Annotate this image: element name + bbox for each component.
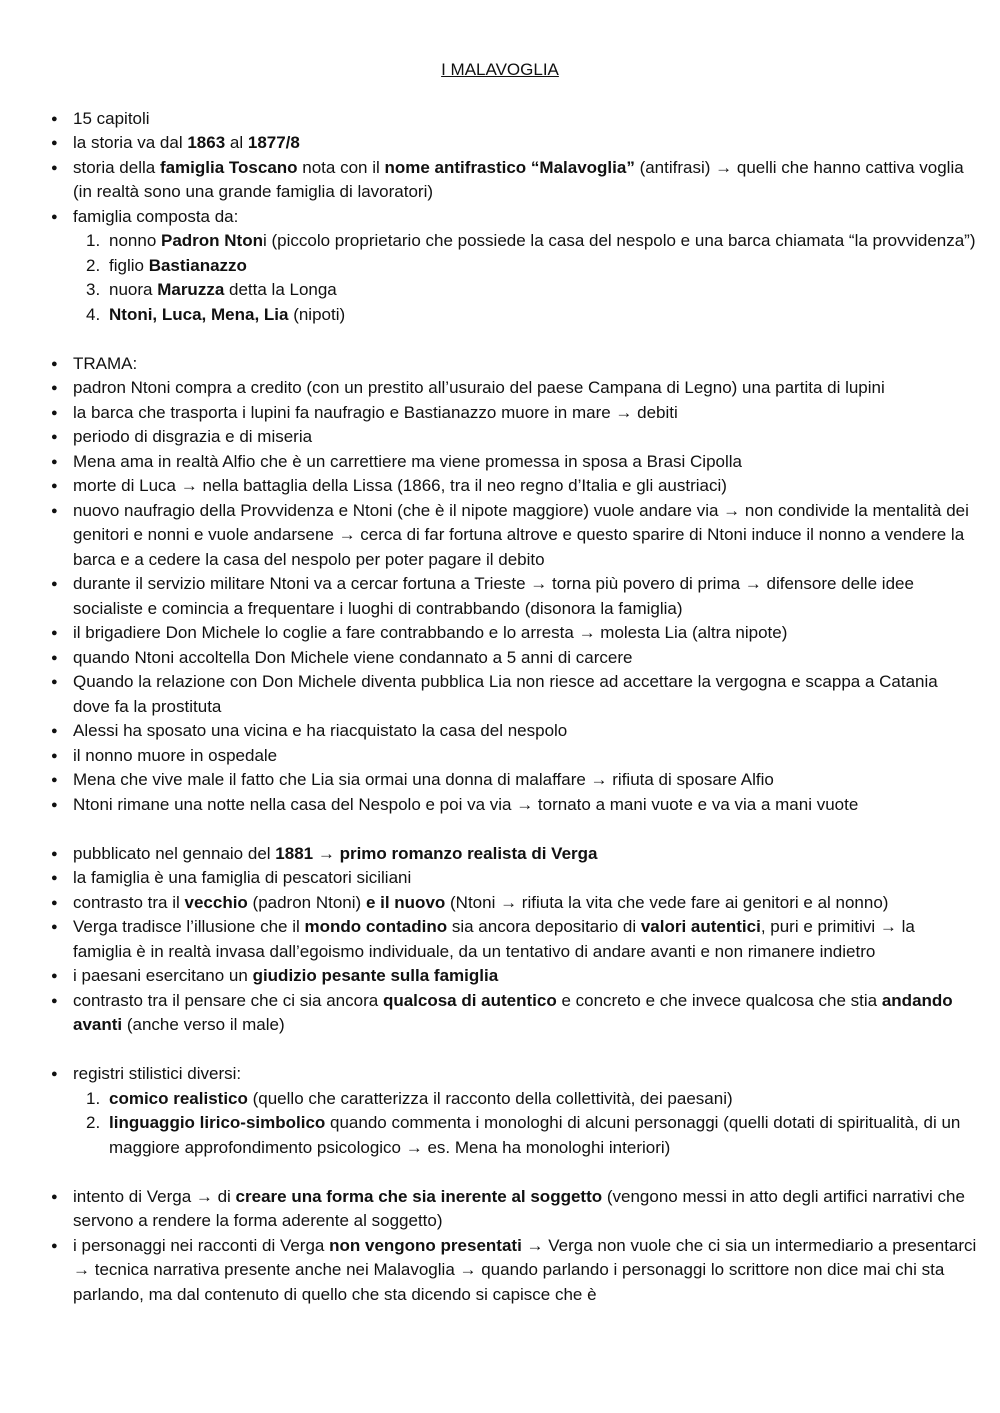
list-item: ● contrasto tra il vecchio (padron Ntoni) e il nuovo (Ntoni → rifiuta la vita che vede fare ai genitori e al nonno) <box>73 891 978 916</box>
list-item: ● i paesani esercitano un giudizio pesante sulla famiglia <box>73 964 978 989</box>
list-item: ● Mena ama in realtà Alfio che è un carrettiere ma viene promessa in sposa a Brasi Cipolla <box>73 450 978 475</box>
list-item: ● registri stilistici diversi: 1. comico realistico (quello che caratterizza il racconto della collettività, dei paesani) 2. linguaggio lirico-simbolico quando commenta i monologhi di alcuni personaggi (quelli dotati di spiritualità, di un maggiore approfondimento psicologico → es. Mena ha monologhi interiori) <box>73 1062 978 1160</box>
list-item: ● 15 capitoli <box>73 107 978 132</box>
list-item: ● durante il servizio militare Ntoni va a cercar fortuna a Trieste → torna più povero di prima → difensore delle idee socialiste e comincia a frequentare i luoghi di contrabbando (disonora la famiglia) <box>73 572 978 621</box>
list-item: ● Ntoni rimane una notte nella casa del Nespolo e poi va via → tornato a mani vuote e va via a mani vuote <box>73 793 978 818</box>
list-item: ● il brigadiere Don Michele lo coglie a fare contrabbando e lo arresta → molesta Lia (altra nipote) <box>73 621 978 646</box>
style-list <box>73 1062 978 1160</box>
list-item: ● Quando la relazione con Don Michele diventa pubblica Lia non riesce ad accettare la vergogna e scappa a Catania dove fa la prostituta <box>73 670 978 719</box>
list-item: ● la barca che trasporta i lupini fa naufragio e Bastianazzo muore in mare → debiti <box>73 401 978 426</box>
list-item: ● quando Ntoni accoltella Don Michele viene condannato a 5 anni di carcere <box>73 646 978 671</box>
numbered-item: 2. linguaggio lirico-simbolico quando commenta i monologhi di alcuni personaggi (quelli dotati di spiritualità, di un maggiore approfondimento psicologico → es. Mena ha monologhi interiori) <box>86 1113 961 1157</box>
numbered-item: 2. figlio Bastianazzo <box>86 255 247 275</box>
list-item: ● Verga tradisce l’illusione che il mondo contadino sia ancora depositario di valori autentici, puri e primitivi → la famiglia è in realtà invasa dall’egoismo individuale, da un tentativo di andare avanti e non rimanere indietro <box>73 915 978 964</box>
technique-list <box>73 1185 978 1308</box>
list-item: ● padron Ntoni compra a credito (con un prestito all’usuraio del paese Campana di Legno) una partita di lupini <box>73 376 978 401</box>
numbered-item: 4. Ntoni, Luca, Mena, Lia (nipoti) <box>86 304 346 324</box>
intro-list <box>73 107 978 328</box>
list-item: ● il nonno muore in ospedale <box>73 744 978 769</box>
numbered-item: 3. nuora Maruzza detta la Longa <box>86 280 337 299</box>
plot-list <box>73 352 978 818</box>
spacer <box>73 327 978 352</box>
numbered-item: 1. nonno Padron Ntoni (piccolo proprietario che possiede la casa del nespolo e una barca chiamata “la provvidenza”) <box>86 231 976 250</box>
list-item: ● periodo di disgrazia e di miseria <box>73 425 978 450</box>
list-item: ● la storia va dal 1863 al 1877/8 <box>73 131 978 156</box>
spacer <box>73 1038 978 1063</box>
registers-list <box>73 1087 978 1161</box>
list-item: ● pubblicato nel gennaio del 1881 → primo romanzo realista di Verga <box>73 842 978 867</box>
list-item: ● contrasto tra il pensare che ci sia ancora qualcosa di autentico e concreto e che invece qualcosa che stia andando avanti (anche verso il male) <box>73 989 978 1038</box>
list-item: ● intento di Verga → di creare una forma che sia inerente al soggetto (vengono messi in atto degli artifici narrativi che servono a rendere la forma aderente al soggetto) <box>73 1185 978 1234</box>
list-item: ● storia della famiglia Toscano nota con il nome antifrastico “Malavoglia” (antifrasi) → quelli che hanno cattiva voglia (in realtà sono una grande famiglia di lavoratori) <box>73 156 978 205</box>
list-item: ● TRAMA: <box>73 352 978 377</box>
page-title: I MALAVOGLIA <box>441 60 559 79</box>
spacer <box>73 817 978 842</box>
list-item: ● i personaggi nei racconti di Verga non vengono presentati → Verga non vuole che ci sia un intermediario a presentarci → tecnica narrativa presente anche nei Malavoglia → quando parlando i personaggi lo scrittore non dice mai chi sta parlando, ma dal contenuto di quello che sta dicendo si capisce che è <box>73 1234 978 1308</box>
list-item: ● nuovo naufragio della Provvidenza e Ntoni (che è il nipote maggiore) vuole andare via → non condivide la mentalità dei genitori e nonni e vuole andarsene → cerca di far fortuna altrove e questo sparire di Ntoni induce il nonno a vendere la barca e a cedere la casa del nespolo per poter pagare il debito <box>73 499 978 573</box>
list-item: ● famiglia composta da: 1. nonno Padron Ntoni (piccolo proprietario che possiede la casa del nespolo e una barca chiamata “la provvidenza”) 2. figlio Bastianazzo 3. nuora Maruzza detta la Longa 4. Ntoni, Luca, Mena, Lia (nipoti) <box>73 205 978 328</box>
list-item: ● morte di Luca → nella battaglia della Lissa (1866, tra il neo regno d’Italia e gli austriaci) <box>73 474 978 499</box>
list-item: ● la famiglia è una famiglia di pescatori siciliani <box>73 866 978 891</box>
numbered-item: 1. comico realistico (quello che caratterizza il racconto della collettività, dei paesani) <box>86 1088 733 1108</box>
list-item: ● Mena che vive male il fatto che Lia sia ormai una donna di malaffare → rifiuta di sposare Alfio <box>73 768 978 793</box>
spacer <box>73 1160 978 1185</box>
family-members-list <box>73 229 978 327</box>
analysis-list <box>73 842 978 1038</box>
list-item: ● Alessi ha sposato una vicina e ha riacquistato la casa del nespolo <box>73 719 978 744</box>
